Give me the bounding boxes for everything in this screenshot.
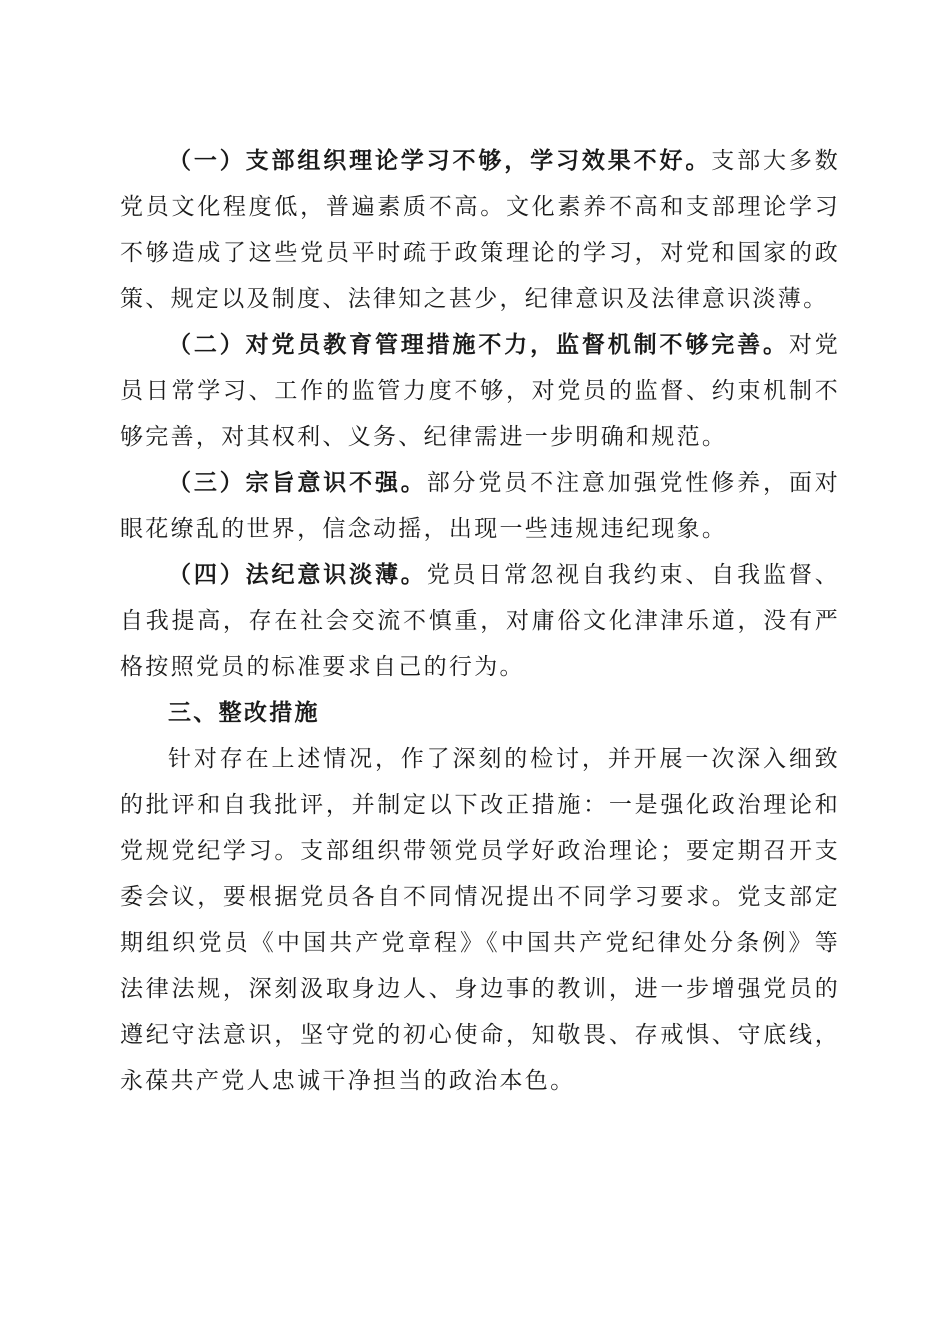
paragraph-3-lead: （三）宗旨意识不强。 [168, 469, 427, 496]
paragraph-4-lead: （四）法纪意识淡薄。 [168, 561, 427, 588]
paragraph-1-lead: （一）支部组织理论学习不够，学习效果不好。 [168, 147, 712, 174]
paragraph-1 [120, 138, 840, 322]
closing-paragraph: 针对存在上述情况，作了深刻的检讨，并开展一次深入细致的批评和自我批评，并制定以下改正措施：一是强化政治理论和党规党纪学习。支部组织带领党员学好政治理论；要定期召开支委会议，要根据党员各自不同情况提出不同学习要求。党支部定期组织党员《中国共产党章程》《中国共产党纪律处分条例》等法律法规，深刻汲取身边人、身边事的教训，进一步增强党员的遵纪守法意识，坚守党的初心使命，知敬畏、存戒惧、守底线，永葆共产党人忠诚干净担当的政治本色。 [120, 746, 840, 1094]
paragraph-4 [120, 552, 840, 690]
paragraph-1-body: 支部大多数党员文化程度低，普遍素质不高。文化素养不高和支部理论学习不够造成了这些党员平时疏于政策理论的学习，对党和国家的政策、规定以及制度、法律知之甚少，纪律意识及法律意识淡薄。 [120, 148, 840, 312]
paragraph-2-lead: （二）对党员教育管理措施不力，监督机制不够完善。 [168, 331, 789, 358]
section-heading: 三、整改措施 [168, 699, 320, 726]
paragraph-3-body: 部分党员不注意加强党性修养，面对眼花缭乱的世界，信念动摇，出现一些违规违纪现象。 [120, 470, 840, 542]
paragraph-2 [120, 322, 840, 460]
paragraph-4-body: 党员日常忽视自我约束、自我监督、自我提高，存在社会交流不慎重，对庸俗文化津津乐道，没有严格按照党员的标准要求自己的行为。 [120, 562, 840, 680]
document-body [120, 138, 840, 1104]
paragraph-2-body: 对党员日常学习、工作的监管力度不够，对党员的监督、约束机制不够完善，对其权利、义务、纪律需进一步明确和规范。 [120, 332, 840, 450]
paragraph-3 [120, 460, 840, 552]
